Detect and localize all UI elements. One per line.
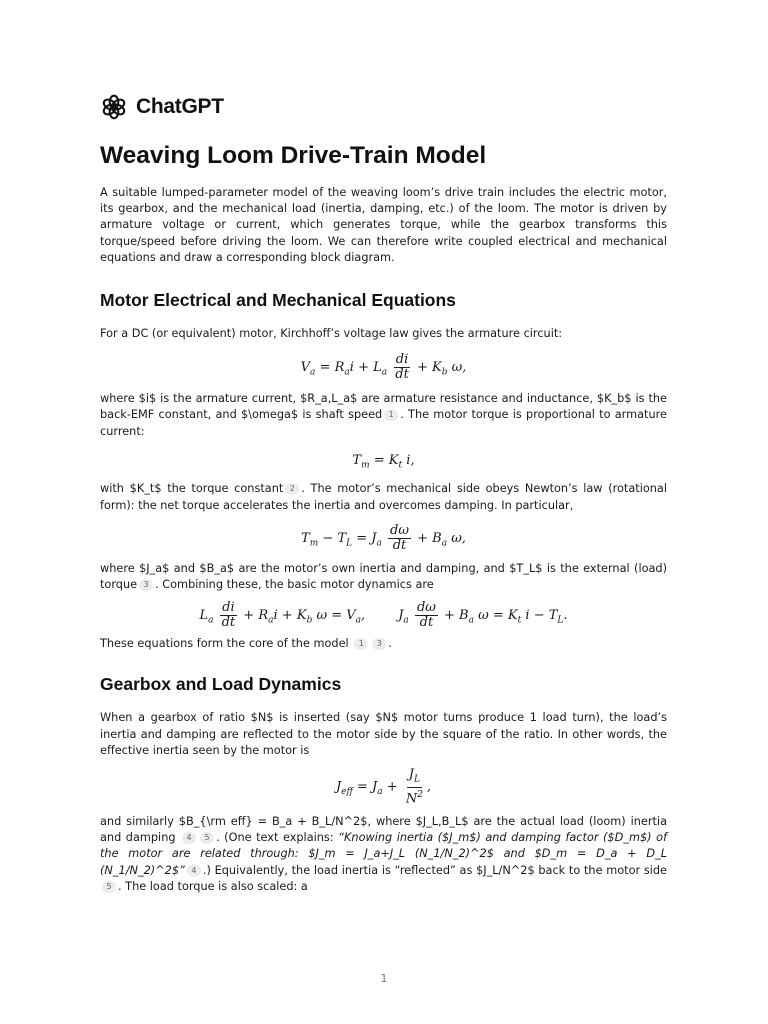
page-number: 1 xyxy=(380,972,388,985)
brand-name: ChatGPT xyxy=(136,95,224,118)
equation-mechanical: $T_m - T_L = J_a$ $\frac{d\omega}{dt}$ + $B_a$ ω, xyxy=(301,522,466,553)
citation-1[interactable]: 1 xyxy=(384,409,398,421)
mechanical-explanation: where $J_a$ and $B_a$ are the motor’s own inertia and damping, and $T_L$ is the external (load) torque 3 . Combining these, the basic motor dynamics are xyxy=(100,561,667,592)
quoted-text: “Knowing inertia ($J_m$) and damping factor ($D_m$) of the motor are related through: $J_m = J_a+J_L (N_1/N_2)^2$ and $D_m = D_a + D_L (N_1/N_2)^2$” xyxy=(100,831,667,877)
equation-torque: $T_m = K_t$ i, xyxy=(352,452,415,471)
intro-paragraph: A suitable lumped-parameter model of the weaving loom’s drive train includes the electric motor, its gearbox, and the mechanical load (inertia, damping, etc.) of the loom. The motor is driven by armature voltage or current, which generates torque, while the gearbox transforms this torque/speed before driving the loom. We can therefore write coupled electrical and mechanical equations and draw a corresponding block diagram. xyxy=(100,186,667,264)
equation-combined: $L_a$ $\frac{di}{dt}$ + $R_ai + K_b$ $\omega = V_a$, $J_a$ $\frac{d\omega}{dt}$ + $B_a$ $\omega = K_t$ $i - T_L$. xyxy=(199,600,568,631)
damping-paragraph: and similarly $B_{\rm eff} = B_a + B_L/N^2$, where $J_L,B_L$ are the actual load (loom) inertia and damping 4 5 . (One text explains: “Knowing inertia ($J_m$) and damping factor ($D_m$) of the motor are related through: $J_m = J_a+J_L (N_1/N_2)^2$ and $D_m = D_a + D_L (N_1/N_2)^2$” 4 .) Equivalently, the load inertia is “reflected” as $J_L/N^2$ back to the motor side5 . The load torque is also scaled: a xyxy=(100,814,667,893)
citation-4-ref[interactable]: 4 xyxy=(187,865,201,877)
citation-5-ref[interactable]: 5 xyxy=(102,881,116,893)
citation-3-ref[interactable]: 3 xyxy=(372,638,386,650)
core-model-sentence: These equations form the core of the model 1 3 . xyxy=(100,637,392,651)
section-heading-motor: Motor Electrical and Mechanical Equations xyxy=(100,290,456,311)
citation-4[interactable]: 4 xyxy=(182,832,196,844)
section-heading-gearbox: Gearbox and Load Dynamics xyxy=(100,674,342,695)
equation-armature: $V_a = R_ai + L_a$ $\frac{di}{dt}$ + $K_b$ ω, xyxy=(300,352,467,383)
brand-logo xyxy=(100,93,224,121)
document-body xyxy=(100,140,667,895)
citation-3[interactable]: 3 xyxy=(139,579,153,591)
torque-explanation: with $K_t$ the torque constant 2 . The motor’s mechanical side obeys Newton’s law (rotational form): the net torque accelerates the inertia and overcomes damping. In particular, xyxy=(100,482,667,512)
citation-2[interactable]: 2 xyxy=(285,483,299,495)
citation-1-ref[interactable]: 1 xyxy=(354,638,368,650)
armature-explanation: where $i$ is the armature current, $R_a,L_a$ are armature resistance and inductance, $K_b$ is the back-EMF constant, and $\omega$ is shaft speed 1 . The motor torque is proportional to armature current: xyxy=(100,392,667,438)
citation-5[interactable]: 5 xyxy=(200,832,214,844)
kvl-paragraph: For a DC (or equivalent) motor, Kirchhoff’s voltage law gives the armature circuit: xyxy=(100,327,563,341)
openai-logo-icon xyxy=(100,93,128,121)
page-title: Weaving Loom Drive-Train Model xyxy=(100,142,487,169)
gearbox-paragraph: When a gearbox of ratio $N$ is inserted (say $N$ motor turns produce 1 load turn), the load’s inertia and damping are reflected to the motor side by the square of the ratio. In other words, the effective inertia seen by the motor is xyxy=(100,711,667,757)
equation-effective-inertia: $J_{eff} = J_a$ + $\frac{J_L}{N^2}$ , xyxy=(335,767,432,806)
